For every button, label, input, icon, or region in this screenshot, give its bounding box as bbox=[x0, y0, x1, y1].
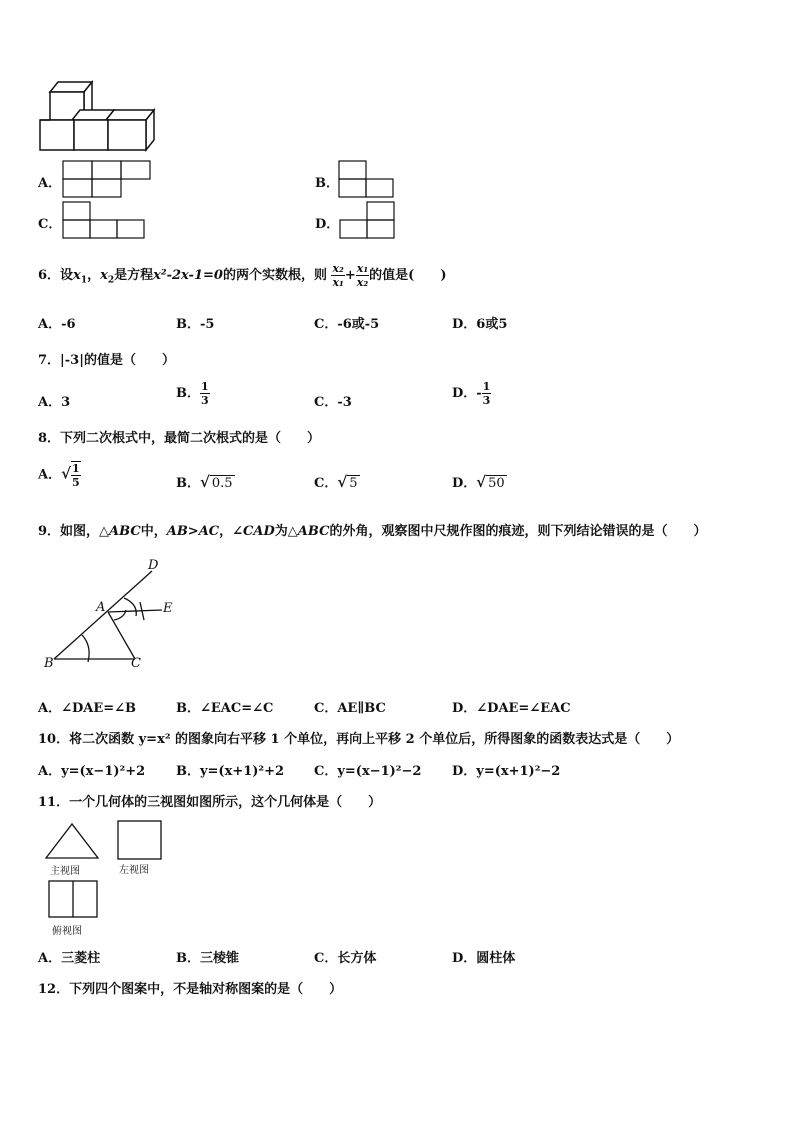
q6-fraction-2: $\frac{\text{x₁}}{\text{x₂}}$ bbox=[356, 262, 369, 289]
q10-option-d: D．y=(x+1)²−2 bbox=[452, 764, 561, 779]
q9-option-d: D．∠DAE=∠EAC bbox=[452, 701, 571, 716]
left-view-square bbox=[117, 820, 163, 862]
q5-option-d-label: D． bbox=[315, 217, 340, 232]
q6-fraction-1: $\frac{\text{x₂}}{\text{x₁}}$ bbox=[332, 262, 344, 289]
q6-stem: 6．设$x_1$，$x_2$是方程x²-2x-1=0的两个实数根，则 $\frac{\text{x₂}}{\text{x₁}}$ + $\frac{\text{x₁}}{\text{x₂}}$ 的值是( ) bbox=[38, 262, 447, 289]
q10-option-a: A．y=(x−1)²+2 bbox=[38, 764, 146, 779]
front-view-triangle bbox=[44, 822, 100, 860]
q5-option-b-view bbox=[338, 160, 398, 200]
q7-stem: 7．|-3|的值是（ ） bbox=[38, 353, 175, 368]
cube-figure bbox=[36, 78, 162, 154]
front-view-label: 主视图 bbox=[50, 866, 80, 877]
q9-label-b: B bbox=[44, 656, 54, 671]
q8-stem: 8．下列二次根式中，最简二次根式的是（ ） bbox=[38, 431, 321, 446]
q12-stem: 12．下列四个图案中，不是轴对称图案的是（ ） bbox=[38, 982, 343, 997]
q5-option-c-label: C． bbox=[38, 217, 62, 232]
q9-stem: 9．如图，△ABC中，AB>AC，∠CAD为△ABC的外角，观察图中尺规作图的痕迹，则下列结论错误的是（ ） bbox=[38, 524, 707, 539]
top-view-label: 俯视图 bbox=[52, 926, 82, 937]
q9-option-c: C．AE∥BC bbox=[314, 701, 386, 716]
q5-option-b-label: B． bbox=[315, 176, 339, 191]
q9-option-a: A．∠DAE=∠B bbox=[38, 701, 137, 716]
q10-stem: 10．将二次函数 y=x² 的图象向右平移 1 个单位，再向上平移 2 个单位后，所得图象的函数表达式是（ ） bbox=[38, 732, 680, 747]
q9-label-e: E bbox=[163, 601, 173, 616]
left-view-label: 左视图 bbox=[119, 865, 149, 876]
q7-option-d: D．- $\frac{1}{3}$ bbox=[452, 380, 491, 407]
q8-option-d: D．√ 50 bbox=[452, 473, 505, 491]
q6-option-c: C．-6或-5 bbox=[314, 317, 380, 332]
q9-label-a: A bbox=[96, 600, 106, 615]
q7-option-b: B． $\frac{1}{3}$ bbox=[176, 380, 209, 407]
q9-option-b: B．∠EAC=∠C bbox=[176, 701, 274, 716]
q5-option-a-label: A． bbox=[38, 176, 62, 191]
q11-option-d: D．圆柱体 bbox=[452, 951, 516, 966]
q10-option-b: B．y=(x+1)²+2 bbox=[176, 764, 285, 779]
q6-option-d: D．6或5 bbox=[452, 317, 508, 332]
q11-option-c: C．长方体 bbox=[314, 951, 377, 966]
q10-option-c: C．y=(x−1)²−2 bbox=[314, 764, 422, 779]
q5-option-c-view bbox=[62, 201, 152, 241]
q8-option-c: C．√ 5 bbox=[314, 473, 358, 491]
q6-option-b: B．-5 bbox=[176, 317, 215, 332]
q7-option-a: A．3 bbox=[38, 395, 71, 410]
q8-option-a: A．√ $\frac{1}{5}$ bbox=[38, 462, 80, 489]
q8-option-b: B．√ 0.5 bbox=[176, 473, 233, 491]
q9-label-c: C bbox=[131, 656, 141, 671]
q7-option-c: C．-3 bbox=[314, 395, 352, 410]
q11-stem: 11．一个几何体的三视图如图所示，这个几何体是（ ） bbox=[38, 795, 382, 810]
q5-option-d-view bbox=[339, 201, 399, 241]
q11-option-b: B．三棱锥 bbox=[176, 951, 239, 966]
q11-option-a: A．三菱柱 bbox=[38, 951, 101, 966]
q6-option-a: A．-6 bbox=[38, 317, 76, 332]
top-view-rectangle bbox=[48, 880, 100, 920]
q5-option-a-view bbox=[62, 160, 152, 200]
q9-label-d: D bbox=[148, 558, 159, 573]
